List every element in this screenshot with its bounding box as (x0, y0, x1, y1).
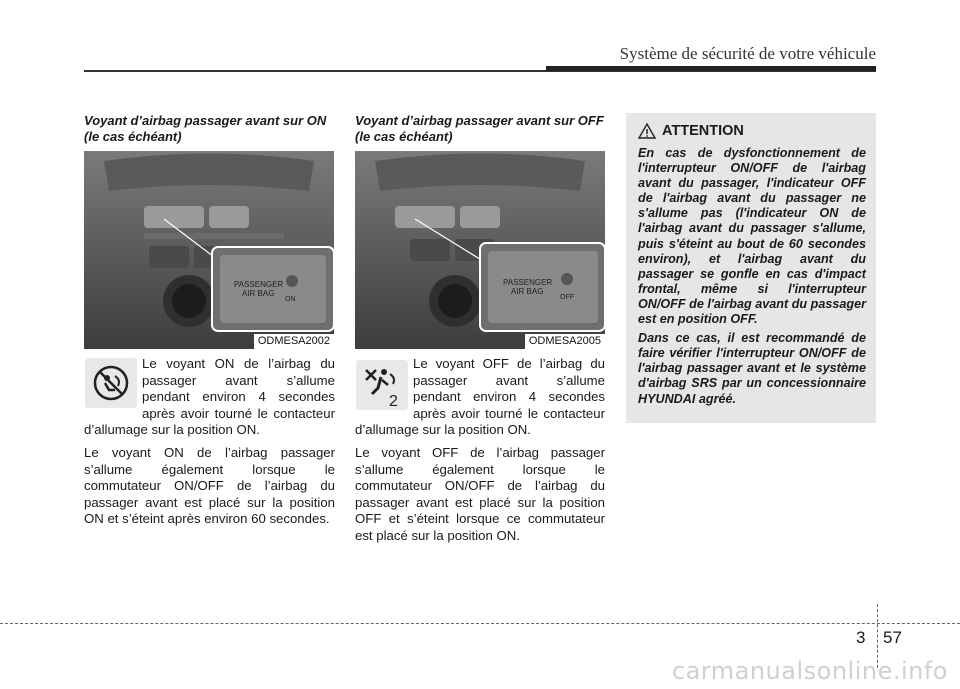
attention-box (626, 113, 876, 423)
footer-rule (0, 623, 960, 624)
left-heading: Voyant d’airbag passager avant sur ON (le cas échéant) (84, 113, 327, 144)
chapter-number: 3 (856, 628, 866, 647)
attention-para2: Dans ce cas, il est recommandé de faire vérifier l'interrupteur ON/OFF de l'airbag passager avant et le système d'airbag SRS par un concessionnaire HYUNDAI agréé. (638, 331, 866, 406)
middle-heading: Voyant d’airbag passager avant sur OFF (le cas échéant) (355, 113, 604, 144)
left-body (84, 356, 335, 534)
panel-line2: AIR BAG (511, 287, 544, 296)
warning-triangle-icon (638, 123, 656, 139)
page-number: 57 (883, 628, 902, 647)
middle-photo (355, 151, 605, 349)
attention-heading (638, 123, 744, 139)
photo-code: ODMESA2005 (525, 334, 605, 349)
left-para1: Le voyant ON de l’airbag du passager avant s’allume pendant environ 4 secondes après avoir tourné le contacteur d’allumage sur la position ON. (84, 356, 335, 438)
panel-state: ON (285, 296, 296, 303)
section-title: Système de sécurité de votre véhicule (619, 44, 876, 63)
middle-body (355, 356, 605, 551)
dashboard-illustration (355, 151, 605, 349)
middle-para2: Le voyant OFF de l’airbag passager s’allume également lorsque le commutateur ON/OFF de l’airbag du passager avant est placé sur la position OFF et s’éteint lorsque ce commutateur est placé sur la position ON. (355, 444, 605, 543)
panel-line1: PASSENGER (234, 280, 284, 289)
panel-line1: PASSENGER (503, 278, 553, 287)
dashboard-illustration (84, 151, 334, 349)
photo-code: ODMESA2002 (254, 334, 334, 349)
panel-line2: AIR BAG (242, 289, 275, 298)
attention-para1: En cas de dysfonctionnement de l'interrupteur ON/OFF de l'airbag avant du passager, l'indicateur OFF de l'airbag avant du passager ne s'allume pas (l'indicateur ON de l'airbag avant du passager s'allume, puis s'éteint au bout de 60 secondes environ), et l'airbag avant du passager se gonfle en cas d'impact frontal, même si l'interrupteur ON/OFF de l'airbag avant du passager est en position OFF. (638, 146, 866, 327)
attention-body (638, 146, 866, 411)
panel-state: OFF (560, 294, 574, 301)
middle-para1: Le voyant OFF de l’airbag du passager avant s’allume pendant environ 4 secondes après avoir tourné le contacteur d’allumage sur la position ON. (355, 356, 605, 438)
svg-text:2: 2 (389, 393, 398, 410)
attention-title: ATTENTION (662, 123, 744, 139)
left-photo (84, 151, 334, 349)
left-para2: Le voyant ON de l’airbag passager s’allume également lorsque le commutateur ON/OFF de l’airbag du passager avant est placé sur la position ON et s’éteint après environ 60 secondes. (84, 444, 335, 527)
header-accent-bar (546, 66, 876, 71)
watermark: carmanualsonline.info (671, 657, 948, 685)
